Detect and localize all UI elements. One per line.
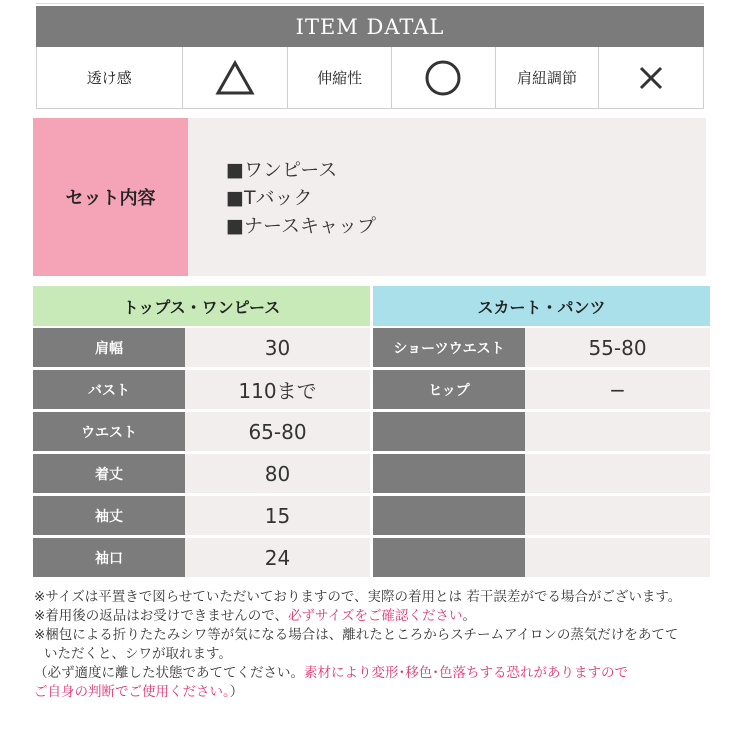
table-row (33, 370, 370, 409)
set-contents-list (226, 156, 376, 240)
size-value (525, 454, 710, 493)
set-contents-label: セット内容 (33, 118, 188, 276)
table-row (373, 454, 710, 493)
note-steam-caution: （必ず適度に離した状態であててください。素材により変形･移色･色落ちする恐れがありますので (34, 665, 628, 681)
set-contents-box (188, 118, 706, 276)
item-detail-title-text: ITEM DATAL (295, 14, 445, 39)
note-size-measurement: ※サイズは平置きで図らせていただいておりますので、実際の着用とは 若干誤差がでる場合がございます。 (34, 589, 682, 605)
size-label (373, 412, 525, 451)
transparency-label: 透け感 (37, 47, 183, 108)
size-value (525, 496, 710, 535)
size-value: 65-80 (185, 412, 370, 451)
size-label: ウエスト (33, 412, 185, 451)
note-returns-warning: 必ずサイズをご確認ください (288, 608, 463, 624)
top-divider (36, 0, 704, 4)
note-wrinkles-cont: いただくと、シワが取れます。 (44, 646, 232, 662)
table-row (373, 538, 710, 577)
strap-adjust-label: 肩紐調節 (496, 47, 600, 108)
note-wrinkles: ※梱包による折りたたみシワ等が気になる場合は、離れたところからスチームアイロンの蒸気だけをあてて (34, 627, 679, 643)
stretch-value (392, 47, 496, 108)
set-item: ■ナースキャップ (226, 215, 377, 237)
size-value: − (525, 370, 710, 409)
set-item: ■ワンピース (226, 159, 338, 181)
size-label: ヒップ (373, 370, 525, 409)
note-returns: ※着用後の返品はお受けできませんので、必ずサイズをご確認ください。 (34, 608, 476, 624)
transparency-value (183, 47, 289, 108)
table-row (373, 496, 710, 535)
size-label: ショーツウエスト (373, 328, 525, 367)
size-label: バスト (33, 370, 185, 409)
size-value: 30 (185, 328, 370, 367)
size-label: 袖口 (33, 538, 185, 577)
size-value: 55-80 (525, 328, 710, 367)
table-row (373, 328, 710, 367)
table-row (33, 538, 370, 577)
tops-size-table (33, 328, 370, 577)
bottoms-size-table (373, 328, 710, 577)
size-value: 24 (185, 538, 370, 577)
table-row (33, 454, 370, 493)
table-row (373, 412, 710, 451)
tops-header: トップス・ワンピース (33, 286, 370, 326)
note-material-warning: 素材により変形･移色･色落ちする恐れがありますので (304, 665, 628, 681)
table-row (373, 370, 710, 409)
size-value: 15 (185, 496, 370, 535)
set-item: ■Tバック (226, 187, 313, 209)
table-row (33, 412, 370, 451)
size-label: 袖丈 (33, 496, 185, 535)
size-label: 着丈 (33, 454, 185, 493)
size-label (373, 496, 525, 535)
triangle-icon (215, 60, 255, 96)
size-value: 80 (185, 454, 370, 493)
item-detail-title (36, 6, 704, 47)
notes (34, 588, 724, 702)
size-label (373, 538, 525, 577)
size-value: 110まで (185, 370, 370, 409)
size-value (525, 538, 710, 577)
circle-icon (423, 58, 463, 98)
cross-icon (637, 64, 665, 92)
size-label: 肩幅 (33, 328, 185, 367)
table-row (33, 328, 370, 367)
bottoms-header: スカート・パンツ (373, 286, 710, 326)
size-label (373, 454, 525, 493)
note-self-judgment: ご自身の判断でご使用ください。） (34, 684, 244, 700)
attribute-row (36, 47, 704, 109)
stretch-label: 伸縮性 (288, 47, 392, 108)
strap-adjust-value (599, 47, 703, 108)
table-row (33, 496, 370, 535)
size-value (525, 412, 710, 451)
